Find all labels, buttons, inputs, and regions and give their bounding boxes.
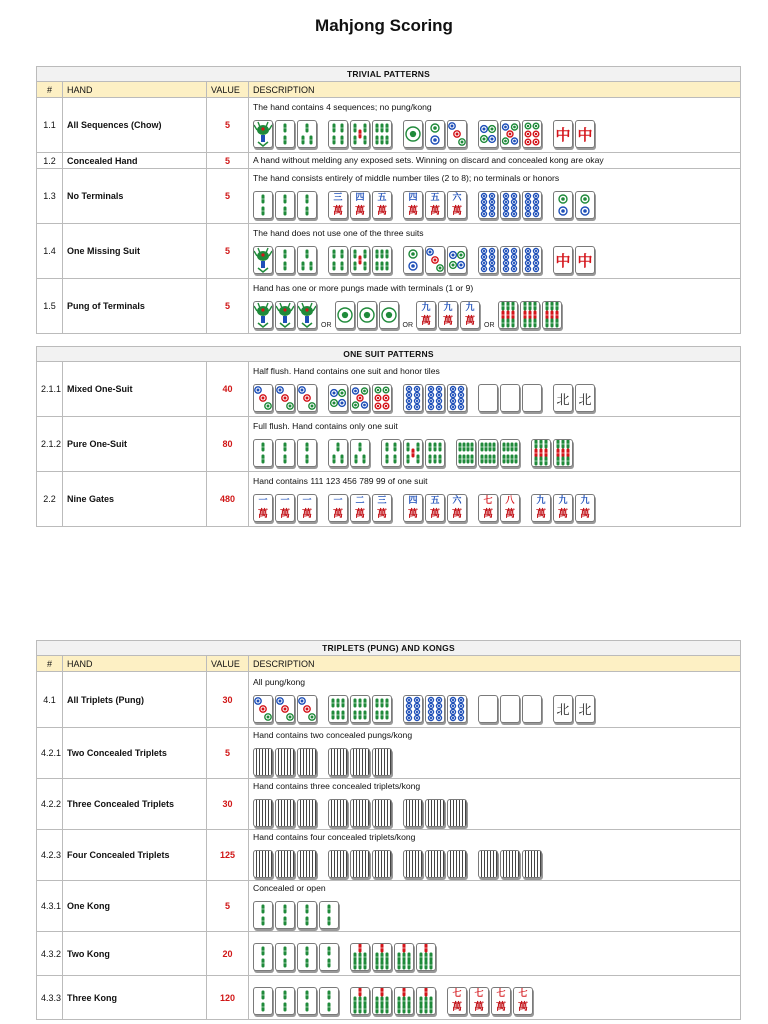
hand-description: A hand without melding any exposed sets. Winning on discard and concealed kong are okay <box>253 155 604 165</box>
hand-description: The hand consists entirely of middle number tiles (2 to 8); no terminals or honors <box>253 173 560 183</box>
circle-8-tile-icon <box>478 191 498 219</box>
hand-description: The hand contains 4 sequences; no pung/kong <box>253 102 432 112</box>
tile-back-icon <box>275 748 295 776</box>
hand-value: 20 <box>207 932 249 976</box>
table-row <box>37 472 741 527</box>
tile-group <box>253 983 736 1015</box>
bamboo-2-tile-icon <box>275 439 295 467</box>
bamboo-1-tile-icon <box>275 301 295 329</box>
circle-3-tile-icon <box>297 384 317 412</box>
bamboo-4-tile-icon <box>381 439 401 467</box>
bamboo-1-tile-icon <box>253 246 273 274</box>
tile-back-icon <box>522 850 542 878</box>
row-number: 4.1 <box>37 672 63 728</box>
bamboo-2-tile-icon <box>297 943 317 971</box>
hand-description: Hand contains 111 123 456 789 99 of one suit <box>253 476 428 486</box>
circle-4-tile-icon <box>447 246 467 274</box>
hand-name: All Sequences (Chow) <box>63 98 207 153</box>
circle-8-tile-icon <box>522 191 542 219</box>
tile-back-icon <box>403 799 423 827</box>
bamboo-2-tile-icon <box>275 901 295 929</box>
hand-name: Concealed Hand <box>63 153 207 169</box>
hand-name: No Terminals <box>63 169 207 224</box>
bamboo-2-tile-icon <box>319 943 339 971</box>
tile-back-icon <box>500 850 520 878</box>
character-4-tile-icon: 四 萬 <box>350 191 370 219</box>
hand-description-cell <box>249 472 741 527</box>
table-row <box>37 98 741 153</box>
bamboo-3-tile-icon <box>350 439 370 467</box>
character-5-tile-icon: 五 萬 <box>425 191 445 219</box>
red-dragon-tile-icon: 中 <box>553 246 573 274</box>
bamboo-7-tile-icon <box>416 943 436 971</box>
trivial-patterns-table <box>36 66 741 334</box>
hand-description-cell <box>249 362 741 417</box>
hand-description: Hand contains four concealed triplets/kong <box>253 832 416 842</box>
character-4-tile-icon: 四 萬 <box>403 191 423 219</box>
circle-2-tile-icon <box>425 120 445 148</box>
tile-back-icon <box>447 850 467 878</box>
bamboo-2-tile-icon <box>275 120 295 148</box>
hand-value: 30 <box>207 779 249 830</box>
header-description: DESCRIPTION <box>249 82 741 98</box>
table-row <box>37 362 741 417</box>
character-3-tile-icon: 三 萬 <box>328 191 348 219</box>
header-num: # <box>37 656 63 672</box>
tile-group <box>253 242 736 274</box>
hand-description: Hand contains three concealed triplets/kong <box>253 781 421 791</box>
hand-value: 5 <box>207 881 249 932</box>
hand-description-cell <box>249 98 741 153</box>
character-7-tile-icon: 七 萬 <box>513 987 533 1015</box>
tile-group <box>253 187 736 219</box>
hand-value: 480 <box>207 472 249 527</box>
circle-1-tile-icon <box>403 120 423 148</box>
circle-3-tile-icon <box>425 246 445 274</box>
bamboo-1-tile-icon <box>253 120 273 148</box>
character-1-tile-icon: 一 萬 <box>275 494 295 522</box>
section-title: TRIVIAL PATTERNS <box>37 67 741 82</box>
circle-6-tile-icon <box>522 120 542 148</box>
circle-8-tile-icon <box>522 246 542 274</box>
character-2-tile-icon: 二 萬 <box>350 494 370 522</box>
bamboo-2-tile-icon <box>297 987 317 1015</box>
bamboo-6-tile-icon <box>328 695 348 723</box>
bamboo-6-tile-icon <box>372 246 392 274</box>
bamboo-6-tile-icon <box>372 120 392 148</box>
tile-back-icon <box>297 799 317 827</box>
table-row <box>37 830 741 881</box>
hand-name: Four Concealed Triplets <box>63 830 207 881</box>
row-number: 4.2.2 <box>37 779 63 830</box>
tile-back-icon <box>328 799 348 827</box>
tile-group <box>253 435 736 467</box>
row-number: 4.2.3 <box>37 830 63 881</box>
hand-name: One Missing Suit <box>63 224 207 279</box>
character-9-tile-icon: 九 萬 <box>438 301 458 329</box>
bamboo-2-tile-icon <box>275 943 295 971</box>
hand-description-cell <box>249 224 741 279</box>
tile-group <box>253 380 736 412</box>
row-number: 4.3.2 <box>37 932 63 976</box>
circle-1-tile-icon <box>335 301 355 329</box>
tile-group <box>253 939 736 971</box>
white-dragon-tile-icon <box>478 384 498 412</box>
character-5-tile-icon: 五 萬 <box>425 494 445 522</box>
bamboo-2-tile-icon <box>319 901 339 929</box>
tile-back-icon <box>425 850 445 878</box>
hand-description-cell <box>249 932 741 976</box>
hand-description-cell <box>249 169 741 224</box>
tile-group <box>253 846 736 878</box>
header-value: VALUE <box>207 82 249 98</box>
character-3-tile-icon: 三 萬 <box>372 494 392 522</box>
hand-description-cell <box>249 728 741 779</box>
bamboo-7-tile-icon <box>350 943 370 971</box>
bamboo-6-tile-icon <box>350 695 370 723</box>
hand-value: 5 <box>207 153 249 169</box>
header-hand: HAND <box>63 656 207 672</box>
bamboo-9-tile-icon <box>520 301 540 329</box>
row-number: 2.1.2 <box>37 417 63 472</box>
hand-name: Three Concealed Triplets <box>63 779 207 830</box>
table-row <box>37 153 741 169</box>
hand-description-cell <box>249 672 741 728</box>
bamboo-8-tile-icon <box>500 439 520 467</box>
bamboo-2-tile-icon <box>253 901 273 929</box>
header-value: VALUE <box>207 656 249 672</box>
tile-group <box>253 297 736 329</box>
bamboo-9-tile-icon <box>553 439 573 467</box>
page-title: Mahjong Scoring <box>315 16 453 35</box>
hand-description: All pung/kong <box>253 676 306 687</box>
hand-description: Hand contains two concealed pungs/kong <box>253 730 413 740</box>
bamboo-9-tile-icon <box>498 301 518 329</box>
hand-value: 5 <box>207 279 249 334</box>
bamboo-2-tile-icon <box>319 987 339 1015</box>
circle-8-tile-icon <box>500 191 520 219</box>
character-9-tile-icon: 九 萬 <box>575 494 595 522</box>
table-row <box>37 976 741 1020</box>
bamboo-3-tile-icon <box>297 120 317 148</box>
bamboo-2-tile-icon <box>297 901 317 929</box>
section-title: TRIPLETS (PUNG) AND KONGS <box>37 641 741 656</box>
bamboo-2-tile-icon <box>275 987 295 1015</box>
row-number: 1.3 <box>37 169 63 224</box>
table-row <box>37 881 741 932</box>
hand-description-cell <box>249 976 741 1020</box>
row-number: 1.4 <box>37 224 63 279</box>
hand-description-cell <box>249 881 741 932</box>
circle-3-tile-icon <box>297 695 317 723</box>
row-number: 2.2 <box>37 472 63 527</box>
hand-description-cell <box>249 279 741 334</box>
character-9-tile-icon: 九 萬 <box>460 301 480 329</box>
bamboo-2-tile-icon <box>297 439 317 467</box>
tile-back-icon <box>275 799 295 827</box>
hand-value: 30 <box>207 672 249 728</box>
hand-value: 5 <box>207 169 249 224</box>
tile-back-icon <box>328 850 348 878</box>
hand-name: One Kong <box>63 881 207 932</box>
table-row <box>37 169 741 224</box>
north-wind-tile-icon: 北 <box>575 384 595 412</box>
one-suit-patterns-table <box>36 346 741 527</box>
circle-8-tile-icon <box>425 384 445 412</box>
header-num: # <box>37 82 63 98</box>
hand-value: 125 <box>207 830 249 881</box>
bamboo-2-tile-icon <box>253 439 273 467</box>
tile-back-icon <box>253 748 273 776</box>
hand-description-cell <box>249 417 741 472</box>
tile-back-icon <box>372 850 392 878</box>
north-wind-tile-icon: 北 <box>575 695 595 723</box>
bamboo-9-tile-icon <box>531 439 551 467</box>
table-row <box>37 672 741 728</box>
bamboo-7-tile-icon <box>372 943 392 971</box>
circle-8-tile-icon <box>403 695 423 723</box>
circle-8-tile-icon <box>478 246 498 274</box>
circle-8-tile-icon <box>403 384 423 412</box>
header-hand: HAND <box>63 82 207 98</box>
bamboo-7-tile-icon <box>394 987 414 1015</box>
hand-name: Nine Gates <box>63 472 207 527</box>
tile-group <box>253 691 736 723</box>
white-dragon-tile-icon <box>478 695 498 723</box>
tile-back-icon <box>328 748 348 776</box>
row-number: 2.1.1 <box>37 362 63 417</box>
tile-back-icon <box>297 748 317 776</box>
circle-4-tile-icon <box>478 120 498 148</box>
character-4-tile-icon: 四 萬 <box>403 494 423 522</box>
circle-5-tile-icon <box>500 120 520 148</box>
tile-group <box>253 795 736 827</box>
bamboo-9-tile-icon <box>542 301 562 329</box>
tile-group <box>253 744 736 776</box>
row-number: 4.3.3 <box>37 976 63 1020</box>
tile-back-icon <box>350 850 370 878</box>
hand-description-cell <box>249 779 741 830</box>
bamboo-1-tile-icon <box>253 301 273 329</box>
bamboo-6-tile-icon <box>372 695 392 723</box>
tile-back-icon <box>297 850 317 878</box>
character-7-tile-icon: 七 萬 <box>478 494 498 522</box>
bamboo-5-tile-icon <box>350 246 370 274</box>
bamboo-8-tile-icon <box>478 439 498 467</box>
bamboo-2-tile-icon <box>275 246 295 274</box>
character-1-tile-icon: 一 萬 <box>253 494 273 522</box>
circle-5-tile-icon <box>350 384 370 412</box>
hand-description: Full flush. Hand contains only one suit <box>253 421 398 431</box>
bamboo-1-tile-icon <box>297 301 317 329</box>
circle-8-tile-icon <box>447 384 467 412</box>
or-label: OR <box>402 322 413 329</box>
tile-back-icon <box>425 799 445 827</box>
hand-name: Pure One-Suit <box>63 417 207 472</box>
hand-value: 120 <box>207 976 249 1020</box>
hand-description: The hand does not use one of the three suits <box>253 228 424 238</box>
bamboo-2-tile-icon <box>253 987 273 1015</box>
row-number: 1.1 <box>37 98 63 153</box>
tile-back-icon <box>372 799 392 827</box>
white-dragon-tile-icon <box>522 695 542 723</box>
table-row <box>37 417 741 472</box>
bamboo-7-tile-icon <box>350 987 370 1015</box>
circle-2-tile-icon <box>553 191 573 219</box>
table-row <box>37 728 741 779</box>
character-7-tile-icon: 七 萬 <box>469 987 489 1015</box>
hand-name: All Triplets (Pung) <box>63 672 207 728</box>
bamboo-2-tile-icon <box>253 191 273 219</box>
hand-description-cell <box>249 830 741 881</box>
bamboo-5-tile-icon <box>350 120 370 148</box>
white-dragon-tile-icon <box>522 384 542 412</box>
circle-4-tile-icon <box>328 384 348 412</box>
character-9-tile-icon: 九 萬 <box>553 494 573 522</box>
character-1-tile-icon: 一 萬 <box>297 494 317 522</box>
tile-back-icon <box>403 850 423 878</box>
tile-back-icon <box>253 799 273 827</box>
tile-back-icon <box>350 799 370 827</box>
circle-1-tile-icon <box>379 301 399 329</box>
bamboo-2-tile-icon <box>275 191 295 219</box>
tile-back-icon <box>275 850 295 878</box>
circle-3-tile-icon <box>253 384 273 412</box>
row-number: 4.3.1 <box>37 881 63 932</box>
circle-3-tile-icon <box>447 120 467 148</box>
row-number: 1.2 <box>37 153 63 169</box>
circle-8-tile-icon <box>447 695 467 723</box>
bamboo-7-tile-icon <box>372 987 392 1015</box>
circle-8-tile-icon <box>500 246 520 274</box>
character-7-tile-icon: 七 萬 <box>447 987 467 1015</box>
table-row <box>37 779 741 830</box>
character-6-tile-icon: 六 萬 <box>447 191 467 219</box>
or-label: OR <box>321 322 332 329</box>
table-row <box>37 224 741 279</box>
hand-name: Two Concealed Triplets <box>63 728 207 779</box>
hand-description: Hand has one or more pungs made with terminals (1 or 9) <box>253 283 474 293</box>
or-label: OR <box>484 322 495 329</box>
character-5-tile-icon: 五 萬 <box>372 191 392 219</box>
hand-name: Pung of Terminals <box>63 279 207 334</box>
bamboo-8-tile-icon <box>456 439 476 467</box>
circle-2-tile-icon <box>575 191 595 219</box>
circle-2-tile-icon <box>403 246 423 274</box>
row-number: 4.2.1 <box>37 728 63 779</box>
section-title: ONE SUIT PATTERNS <box>37 347 741 362</box>
tile-back-icon <box>372 748 392 776</box>
row-number: 1.5 <box>37 279 63 334</box>
hand-value: 80 <box>207 417 249 472</box>
table-row <box>37 279 741 334</box>
hand-value: 5 <box>207 728 249 779</box>
white-dragon-tile-icon <box>500 384 520 412</box>
bamboo-2-tile-icon <box>253 943 273 971</box>
hand-description: Concealed or open <box>253 883 326 893</box>
bamboo-5-tile-icon <box>403 439 423 467</box>
bamboo-4-tile-icon <box>328 246 348 274</box>
circle-8-tile-icon <box>425 695 445 723</box>
north-wind-tile-icon: 北 <box>553 695 573 723</box>
character-6-tile-icon: 六 萬 <box>447 494 467 522</box>
hand-value: 5 <box>207 98 249 153</box>
tile-group <box>253 116 736 148</box>
hand-name: Three Kong <box>63 976 207 1020</box>
red-dragon-tile-icon: 中 <box>575 246 595 274</box>
header-description: DESCRIPTION <box>249 656 741 672</box>
white-dragon-tile-icon <box>500 695 520 723</box>
bamboo-4-tile-icon <box>328 120 348 148</box>
circle-3-tile-icon <box>253 695 273 723</box>
bamboo-6-tile-icon <box>425 439 445 467</box>
character-7-tile-icon: 七 萬 <box>491 987 511 1015</box>
triplets-kongs-table <box>36 640 741 1020</box>
character-8-tile-icon: 八 萬 <box>500 494 520 522</box>
hand-value: 5 <box>207 224 249 279</box>
tile-group <box>253 490 736 522</box>
circle-3-tile-icon <box>275 384 295 412</box>
red-dragon-tile-icon: 中 <box>575 120 595 148</box>
bamboo-7-tile-icon <box>394 943 414 971</box>
hand-name: Mixed One-Suit <box>63 362 207 417</box>
hand-description: Half flush. Hand contains one suit and honor tiles <box>253 366 440 376</box>
character-9-tile-icon: 九 萬 <box>416 301 436 329</box>
hand-name: Two Kong <box>63 932 207 976</box>
tile-back-icon <box>478 850 498 878</box>
hand-description-cell <box>249 153 741 169</box>
bamboo-3-tile-icon <box>297 246 317 274</box>
table-row <box>37 932 741 976</box>
north-wind-tile-icon: 北 <box>553 384 573 412</box>
bamboo-2-tile-icon <box>297 191 317 219</box>
tile-back-icon <box>350 748 370 776</box>
hand-value: 40 <box>207 362 249 417</box>
red-dragon-tile-icon: 中 <box>553 120 573 148</box>
bamboo-3-tile-icon <box>328 439 348 467</box>
circle-1-tile-icon <box>357 301 377 329</box>
tile-group <box>253 897 736 929</box>
character-9-tile-icon: 九 萬 <box>531 494 551 522</box>
circle-6-tile-icon <box>372 384 392 412</box>
tile-back-icon <box>253 850 273 878</box>
character-1-tile-icon: 一 萬 <box>328 494 348 522</box>
bamboo-7-tile-icon <box>416 987 436 1015</box>
tile-back-icon <box>447 799 467 827</box>
circle-3-tile-icon <box>275 695 295 723</box>
